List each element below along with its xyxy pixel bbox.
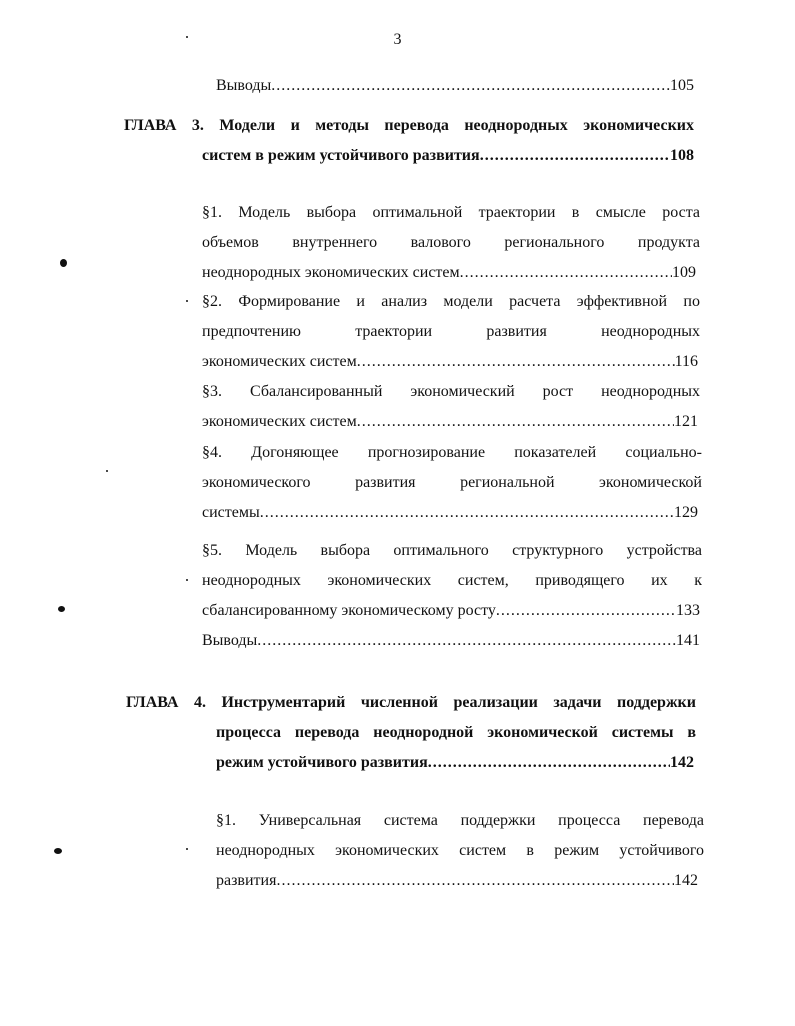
scan-speck (58, 606, 65, 612)
toc-entry-page: 121 (674, 413, 698, 430)
ch3-s2-line1: §2. Формирование и анализ модели расчета эффективной по (202, 293, 700, 310)
toc-entry-label: системы (202, 504, 260, 521)
chapter4-heading-line1: ГЛАВА 4. Инструментарий численной реализации задачи поддержки (126, 694, 696, 711)
chapter4-heading-line2: процесса перевода неоднородной экономической системы в (216, 724, 696, 741)
ch4-s1-line1: §1. Универсальная система поддержки процесса перевода (216, 812, 704, 829)
chapter3-heading-line2 (202, 146, 694, 166)
ch3-s5-line1: §5. Модель выбора оптимального структурного устройства (202, 542, 702, 559)
ch3-s5-line2: неоднородных экономических систем, приводящего их к (202, 572, 702, 589)
chapter4-page: 142 (670, 754, 694, 771)
toc-entry-label: Выводы (216, 77, 272, 94)
toc-entry-label: сбалансированному экономическому росту (202, 602, 496, 619)
ch3-s2-line2: предпочтению траектории развития неоднородных (202, 323, 700, 340)
chapter4-title-end: режим устойчивого развития (216, 754, 428, 771)
toc-entry-page: 129 (674, 504, 698, 521)
ch3-s4-line3 (202, 503, 698, 523)
ch3-s4-line1: §4. Догоняющее прогнозирование показателей социально- (202, 444, 702, 461)
ch4-s1-line3 (216, 871, 698, 891)
chapter3-page: 108 (670, 147, 694, 164)
toc-entry-label: экономических систем (202, 353, 357, 370)
scan-speck (186, 36, 188, 38)
toc-entry-conclusions-ch2 (216, 76, 694, 96)
ch4-s1-line2: неоднородных экономических систем в режим устойчивого (216, 842, 704, 859)
toc-entry-page: 142 (674, 872, 698, 889)
scan-speck (60, 259, 67, 267)
chapter4-heading-line3 (216, 753, 694, 773)
toc-entry-page: 109 (672, 264, 696, 281)
ch3-s1-line1: §1. Модель выбора оптимальной траектории в смысле роста (202, 204, 700, 221)
chapter3-title-end: систем в режим устойчивого развития (202, 147, 480, 164)
toc-entry-page: 105 (670, 77, 694, 94)
ch3-s3-line1: §3. Сбалансированный экономический рост неоднородных (202, 383, 700, 400)
ch3-s5-line3 (202, 601, 700, 621)
page-number: 3 (393, 31, 402, 48)
chapter3-heading-line1: ГЛАВА 3. Модели и методы перевода неоднородных экономических (124, 117, 694, 134)
toc-entry-page: 133 (676, 602, 700, 619)
ch3-s2-line3 (202, 352, 698, 372)
ch3-s1-line2: объемов внутреннего валового регионального продукта (202, 234, 700, 251)
scan-speck (186, 300, 188, 302)
toc-entry-label: Выводы (202, 632, 258, 649)
toc-entry-page: 116 (674, 353, 698, 370)
scan-speck (186, 579, 188, 581)
toc-entry-label: экономических систем (202, 413, 357, 430)
ch3-s1-line3 (202, 263, 696, 283)
scan-speck (54, 848, 62, 854)
toc-entry-conclusions-ch3 (202, 631, 700, 651)
toc-entry-page: 141 (676, 632, 700, 649)
scan-speck (106, 470, 108, 472)
ch3-s4-line2: экономического развития региональной экономической (202, 474, 702, 491)
ch3-s3-line2 (202, 412, 698, 432)
toc-entry-label: развития (216, 872, 277, 889)
toc-entry-label: неоднородных экономических систем (202, 264, 460, 281)
scan-speck (186, 848, 188, 850)
